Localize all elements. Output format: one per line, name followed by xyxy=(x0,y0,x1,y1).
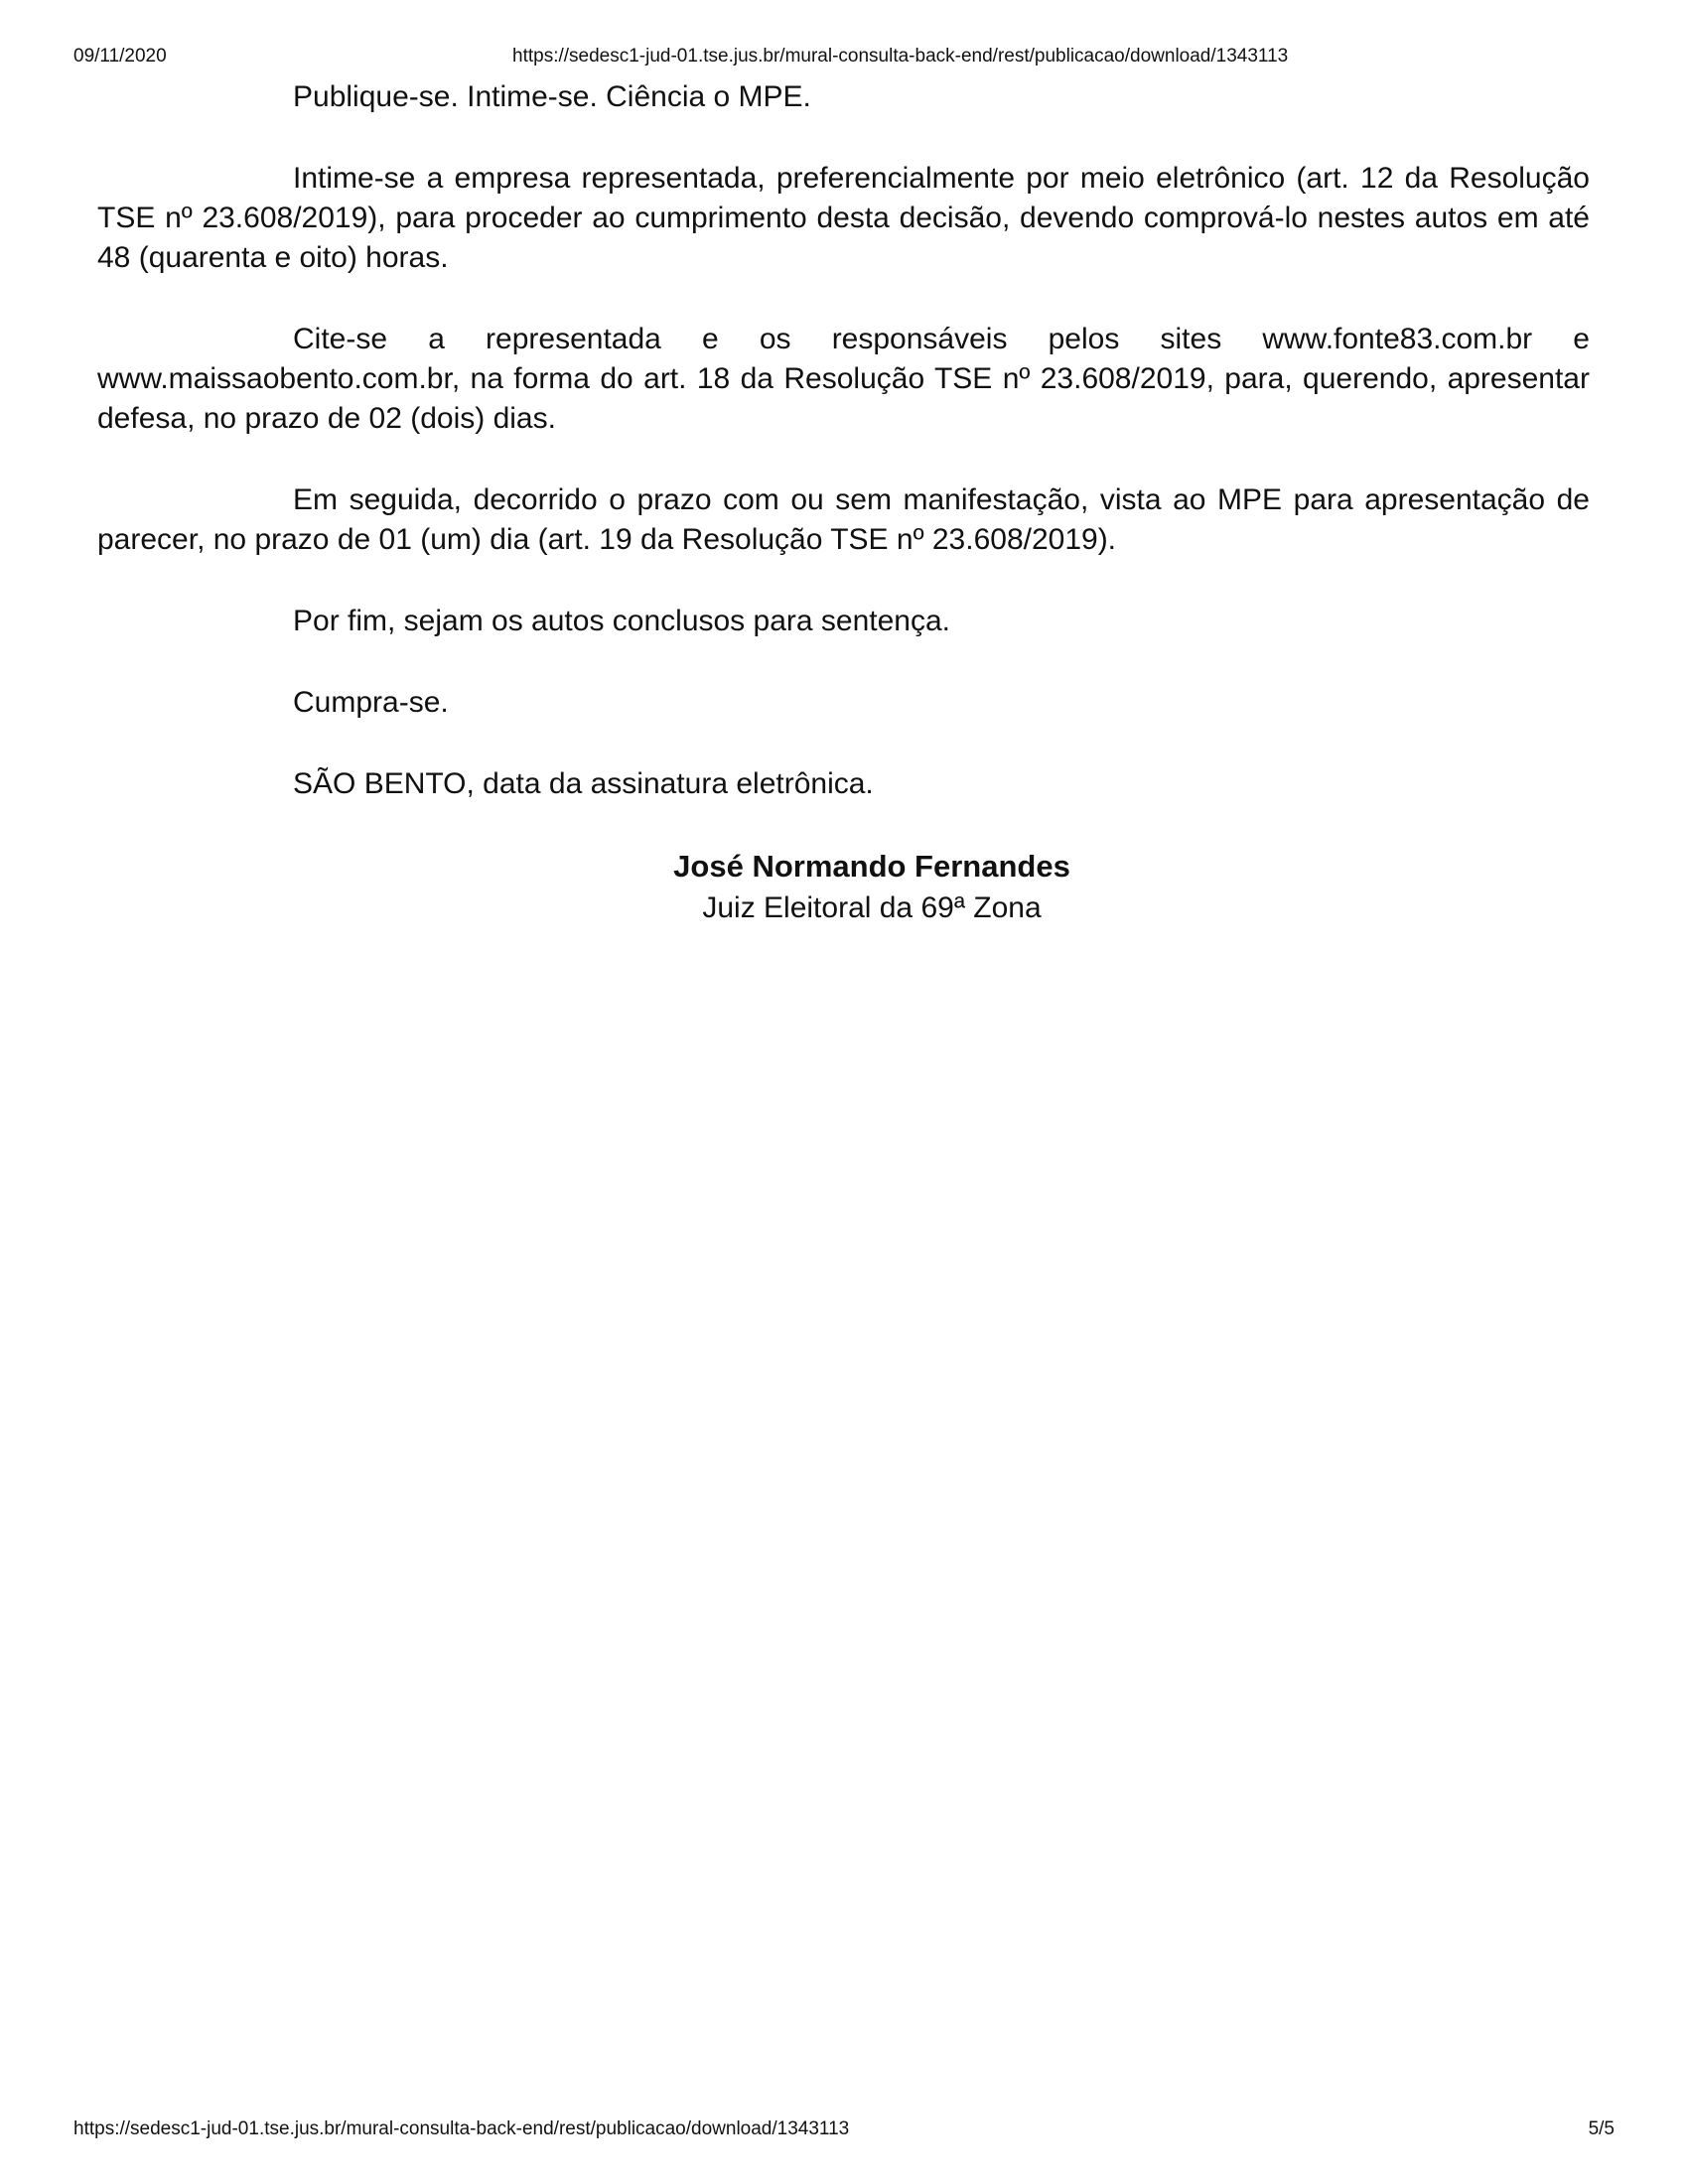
print-header xyxy=(73,45,1615,68)
print-date: 09/11/2020 xyxy=(73,46,167,67)
print-url: https://sedesc1-jud-01.tse.jus.br/mural-consulta-back-end/rest/publicacao/download/1343113 xyxy=(512,46,1289,67)
paragraph-place-date: SÃO BENTO, data da assinatura eletrônica. xyxy=(293,767,874,800)
paragraph-conclusion: Por fim, sejam os autos conclusos para sentença. xyxy=(293,605,950,637)
paragraph-summons-company: Intime-se a empresa representada, preferencialmente por meio eletrônico (art. 12 da Resolução TSE nº 23.608/2019), para proceder ao cumprimento desta decisão, devendo comprová-lo nestes autos em até 48 (quarenta e oito) horas. xyxy=(97,162,1590,274)
signer-name: José Normando Fernandes xyxy=(673,849,1070,884)
document-body xyxy=(97,77,1590,929)
print-footer xyxy=(73,2117,1615,2141)
signer-role: Juiz Eleitoral da 69ª Zona xyxy=(702,891,1042,924)
paragraph-comply: Cumpra-se. xyxy=(293,686,449,719)
footer-url: https://sedesc1-jud-01.tse.jus.br/mural-consulta-back-end/rest/publicacao/download/1343113 xyxy=(73,2118,850,2139)
page-number: 5/5 xyxy=(1588,2118,1615,2139)
paragraph-publication: Publique-se. Intime-se. Ciência o MPE. xyxy=(293,80,811,113)
paragraph-citation: Cite-se a representada e os responsáveis pelos sites www.fonte83.com.br e www.maissaobento.com.br, na forma do art. 18 da Resolução TSE nº 23.608/2019, para, querendo, apresentar defesa, no prazo de 02 (dois) dias. xyxy=(97,323,1590,435)
paragraph-mpe-opinion: Em seguida, decorrido o prazo com ou sem manifestação, vista ao MPE para apresentação de parecer, no prazo de 01 (um) dia (art. 19 da Resolução TSE nº 23.608/2019). xyxy=(97,483,1590,556)
signature-block xyxy=(624,846,1120,929)
